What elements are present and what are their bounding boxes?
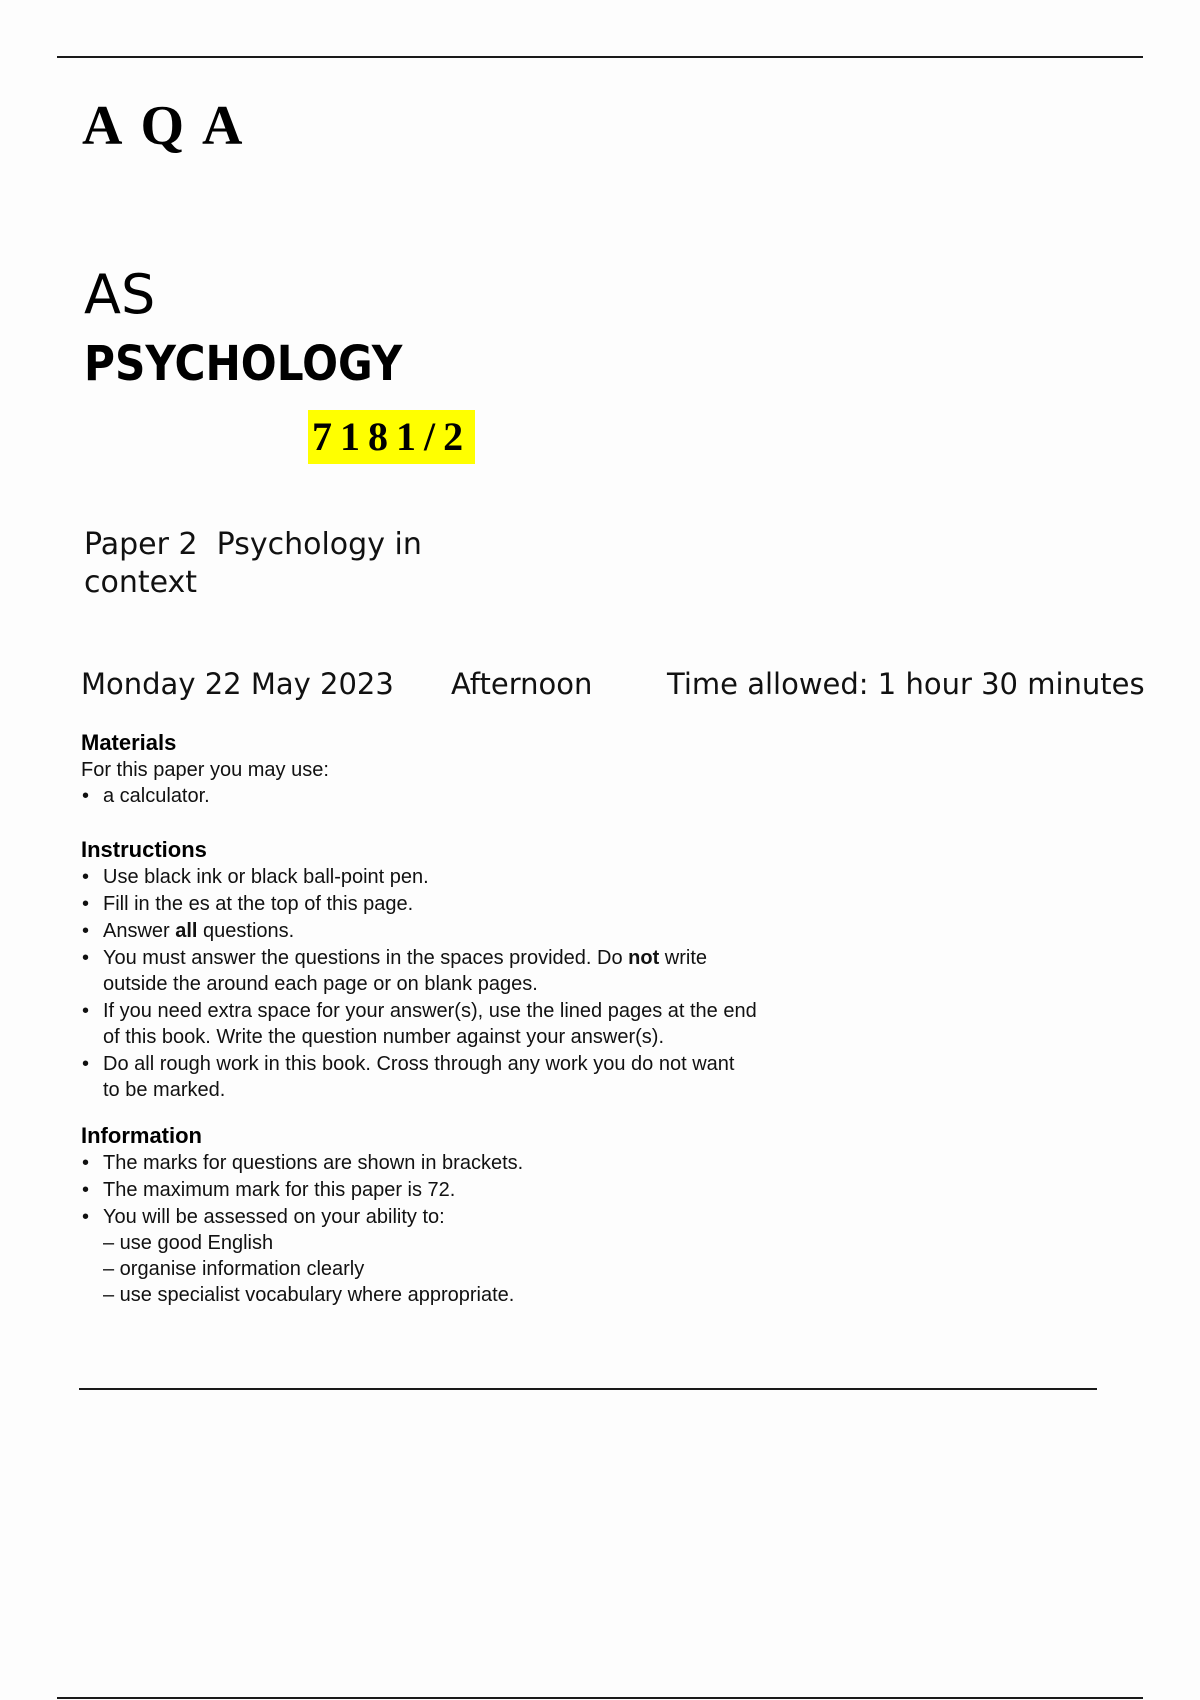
section-divider: [79, 1388, 1097, 1390]
sub-item: – organise information clearly: [103, 1258, 365, 1280]
list-item-text: Do all rough work in this book. Cross through any work you do not want: [103, 1053, 735, 1075]
paper-title-line-1: Paper 2 Psychology in: [84, 527, 422, 562]
sub-item: – use specialist vocabulary where appropriate.: [103, 1284, 515, 1306]
emphasis: all: [175, 920, 198, 942]
materials-intro: For this paper you may use:: [81, 759, 329, 781]
materials-list: [81, 783, 881, 809]
paper-code: 7181/2: [308, 410, 475, 464]
instructions-list: [81, 864, 881, 1103]
exam-session: Afternoon: [451, 667, 593, 701]
list-item: • The maximum mark for this paper is 72.: [81, 1177, 881, 1203]
list-item: [81, 891, 881, 917]
list-item-text: write: [659, 947, 708, 969]
instructions-heading: Instructions: [81, 837, 207, 862]
list-item: [81, 1051, 881, 1103]
materials-heading: Materials: [81, 730, 177, 755]
list-item-continuation: of this book. Write the question number against your answer(s).: [103, 1026, 665, 1048]
list-item-continuation: outside the around each page or on blank pages.: [103, 973, 538, 995]
paper-title-line-2: context: [84, 565, 198, 600]
emphasis: not: [628, 947, 660, 969]
information-heading: Information: [81, 1123, 202, 1148]
time-allowed: Time allowed: 1 hour 30 minutes: [667, 667, 1145, 701]
list-item: [81, 1204, 881, 1308]
sub-item: – use good English: [103, 1232, 274, 1254]
list-item-text: You will be assessed on your ability to:: [103, 1206, 445, 1228]
exam-date: Monday 22 May 2023: [81, 667, 394, 701]
list-item-text: Answer: [103, 920, 176, 942]
materials-section: [81, 729, 881, 810]
top-rule: [57, 56, 1143, 58]
qualification-level: AS: [84, 263, 156, 326]
list-item: [81, 918, 881, 944]
information-section: [81, 1122, 881, 1309]
list-item: • a calculator.: [81, 783, 881, 809]
list-item: [81, 864, 881, 890]
subject-title: PSYCHOLOGY: [84, 336, 403, 392]
list-item-text: If you need extra space for your answer(s), use the lined pages at the end: [103, 1000, 757, 1022]
list-item: [81, 998, 881, 1050]
list-item: [81, 945, 881, 997]
instructions-section: [81, 836, 881, 1104]
list-item-text: questions.: [197, 920, 295, 942]
list-item-text: Fill in the es at the top of this page.: [103, 893, 414, 915]
bottom-rule: [57, 1697, 1143, 1699]
aqa-logo: AQA: [82, 95, 261, 157]
paper-title: [84, 526, 504, 602]
list-item: • The marks for questions are shown in brackets.: [81, 1150, 881, 1176]
list-item-continuation: to be marked.: [103, 1079, 226, 1101]
list-item-text: You must answer the questions in the spaces provided. Do: [103, 947, 629, 969]
information-list: [81, 1150, 881, 1308]
list-item-text: Use black ink or black ball-point pen.: [103, 866, 429, 888]
